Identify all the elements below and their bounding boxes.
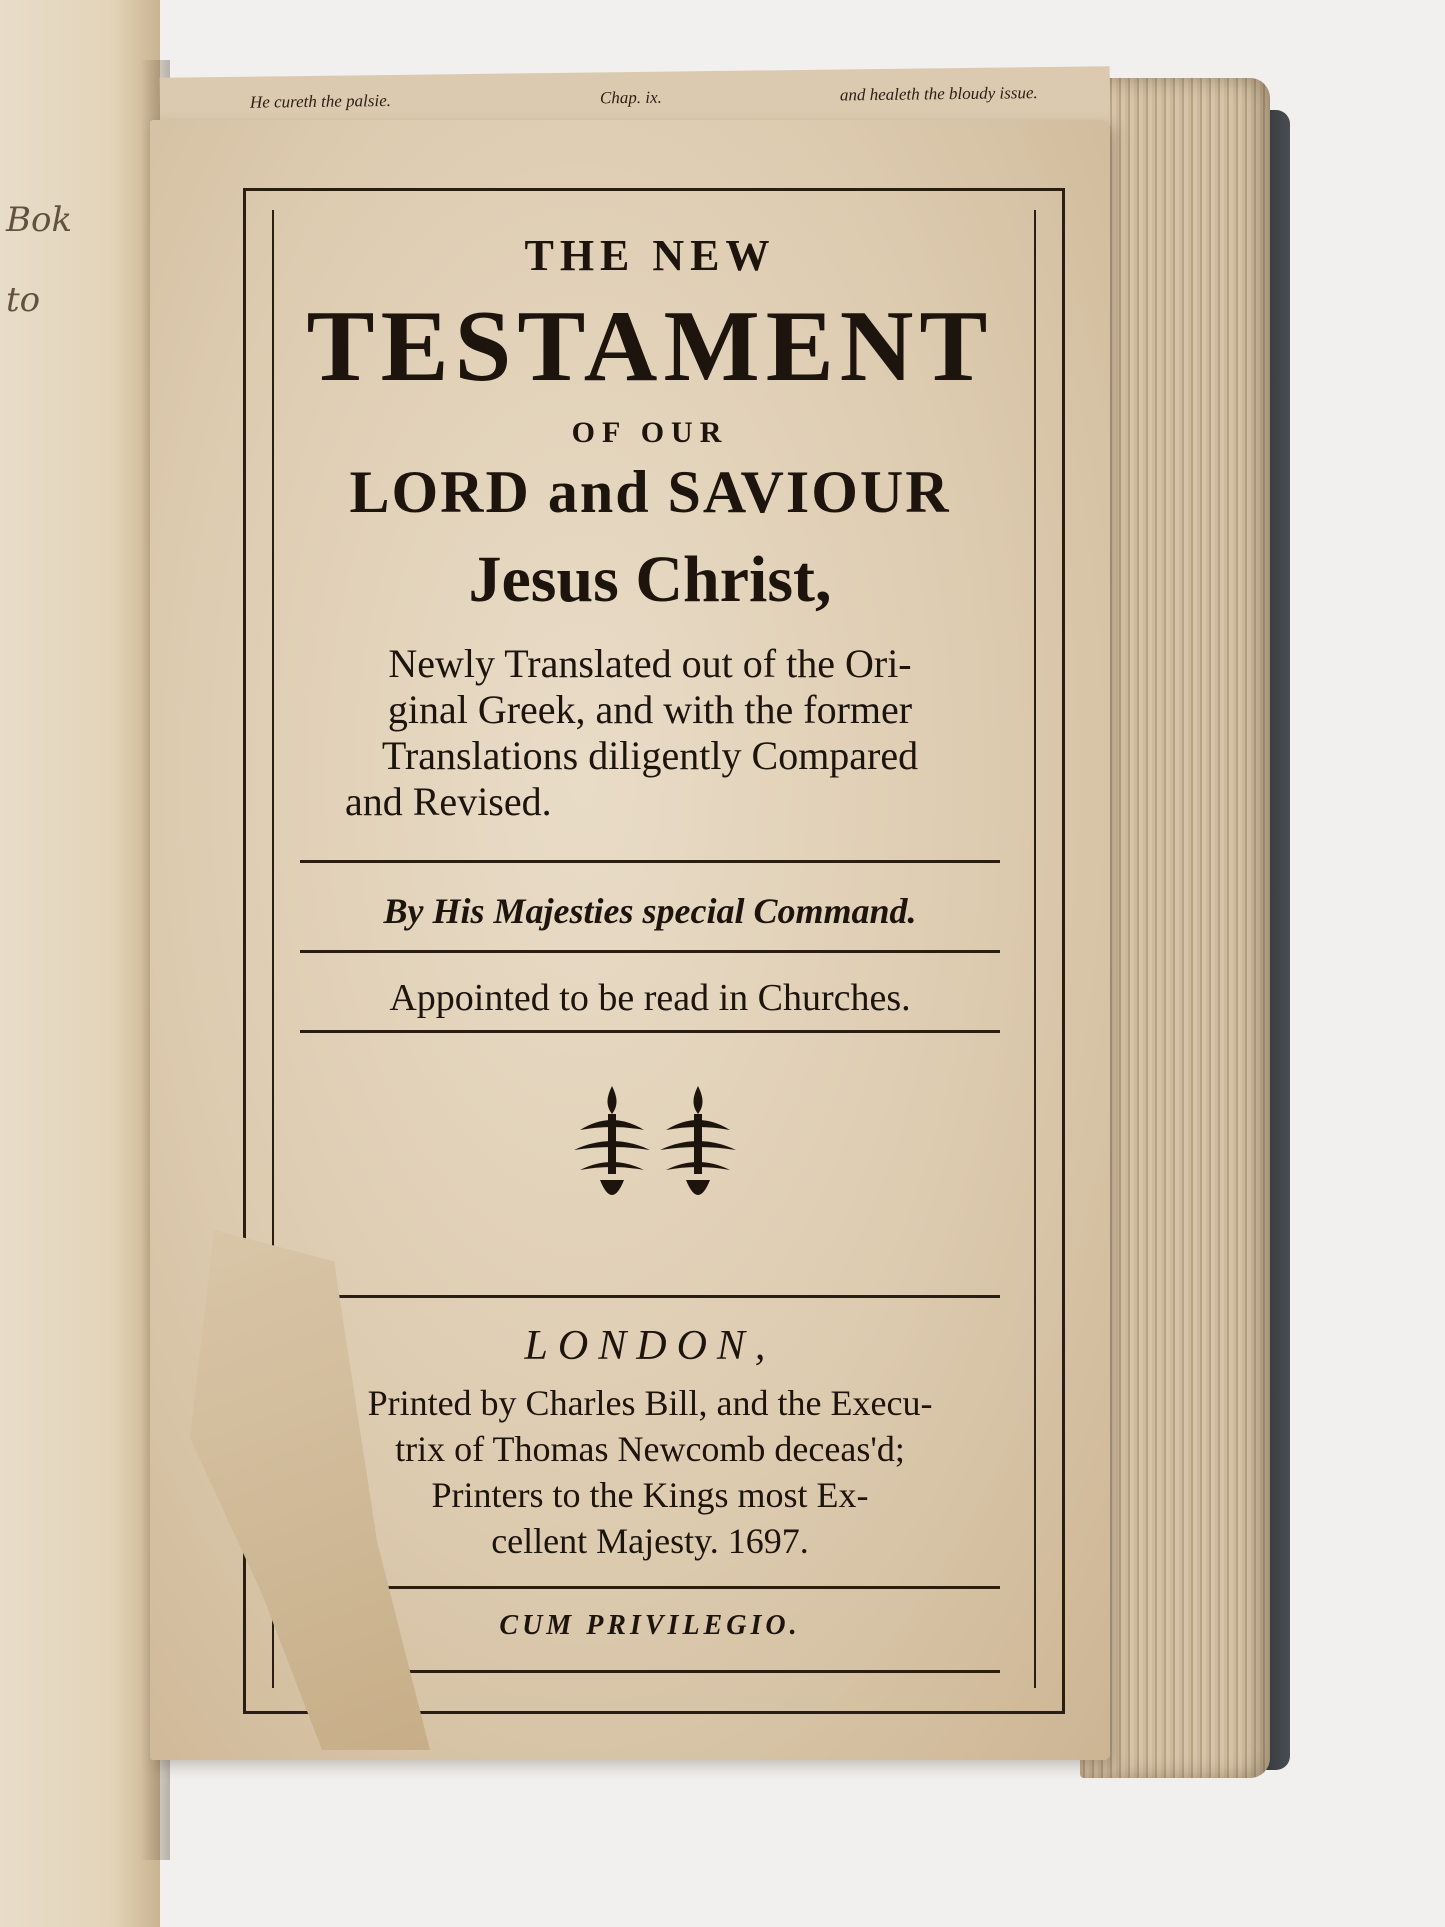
title-page xyxy=(150,120,1110,1760)
divider-rule xyxy=(300,1030,1000,1033)
fleuron-ornament-icon xyxy=(570,1080,740,1210)
body-line: Newly Translated out of the Ori- xyxy=(388,641,912,686)
divider-rule xyxy=(300,1586,1000,1589)
divider-rule xyxy=(300,860,1000,863)
running-head-center: Chap. ix. xyxy=(599,87,662,108)
imprint-line: Printed by Charles Bill, and the Execu- xyxy=(367,1383,933,1423)
margin-note: to xyxy=(6,280,41,320)
divider-rule xyxy=(300,1295,1000,1298)
body-line: and Revised. xyxy=(345,779,552,824)
imprint-line: Printers to the Kings most Ex- xyxy=(431,1475,869,1515)
running-head-left: He cureth the palsie. xyxy=(249,90,392,112)
command-line: By His Majesties special Command. xyxy=(383,891,917,931)
body-line: Translations diligently Compared xyxy=(381,733,919,778)
divider-rule xyxy=(300,950,1000,953)
title-line-testament: TESTAMENT xyxy=(306,290,994,403)
imprint-line: trix of Thomas Newcomb deceas'd; xyxy=(395,1429,905,1469)
title-line-the-new: THE NEW xyxy=(524,231,776,280)
margin-note: Bok xyxy=(6,200,73,240)
privilege-line: CUM PRIVILEGIO. xyxy=(499,1610,801,1641)
imprint-city: LONDON, xyxy=(524,1323,776,1369)
title-line-lord-saviour: LORD and SAVIOUR xyxy=(349,459,951,525)
title-line-of-our: OF OUR xyxy=(571,416,729,449)
imprint-line: cellent Majesty. 1697. xyxy=(491,1521,809,1561)
title-line-jesus-christ: Jesus Christ, xyxy=(468,543,832,616)
running-head-right: and healeth the bloudy issue. xyxy=(839,83,1038,105)
body-line: ginal Greek, and with the former xyxy=(387,687,913,732)
appointed-line: Appointed to be read in Churches. xyxy=(389,977,911,1019)
left-endpaper xyxy=(0,0,160,1927)
